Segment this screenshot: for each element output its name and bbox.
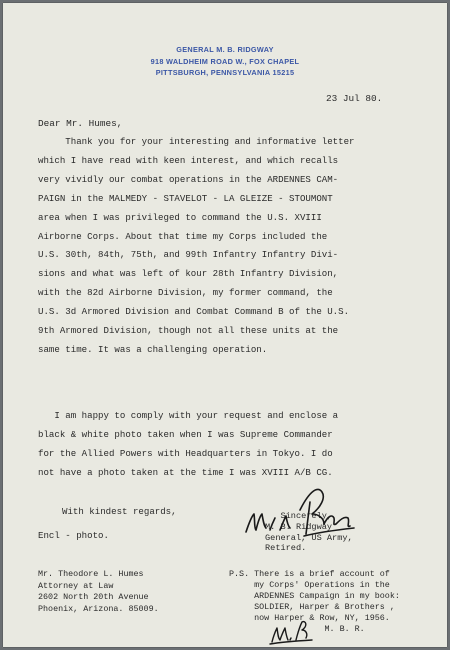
letterhead-street: 918 WALDHEIM ROAD W., FOX CHAPEL — [150, 56, 300, 66]
body-paragraph-1: Thank you for your interesting and informative letter which I have read with keen interest, and which recalls very vividly our combat operations in the ARDENNES CAM- PAIGN in the MALMEDY - STAVELOT - LA GLEIZE - STOUMONT area when I was privileged to command the U.S. XVIII Airborne Corps. About that time my Corps included the U.S. 30th, 84th, 75th, and 99th Infantry Infantry Divi- sions and what was left of kour 28th Infantry Division, with the 82d Airborne Division, my former command, the U.S. 3d Armored Division and Combat Command B of the U.S. 9th Armored Division, though not all these units at the same time. It was a challenging operation. — [38, 136, 355, 355]
letterhead-name: GENERAL M. B. RIDGWAY — [176, 45, 274, 54]
salutation: Dear Mr. Humes, — [38, 118, 123, 129]
letterhead — [2, 44, 448, 79]
handwritten-signature — [240, 480, 360, 544]
signature-block: Sincerely, M. B. Ridgway General, US Army, Retired. — [265, 511, 353, 554]
recipient-address: Mr. Theodore L. Humes Attorney at Law 2602 North 20th Avenue Phoenix, Arizona. 85009. — [38, 569, 159, 614]
closing: With kindest regards, — [62, 506, 177, 517]
enclosure-note: Encl - photo. — [38, 530, 109, 541]
letter-date: 23 Jul 80. — [326, 93, 383, 104]
handwritten-initials — [268, 616, 314, 648]
postscript: P.S. There is a brief account of my Corps' Operations in the ARDENNES Campaign in my book: SOLDIER, Harper & Brothers , now Harper & Row, NY, 1956. M. B. R. — [229, 569, 400, 634]
letterhead-city: PITTSBURGH, PENNSYLVANIA 15215 — [155, 68, 295, 78]
letter-page — [2, 2, 448, 648]
body-paragraph-2: I am happy to comply with your request and enclose a black & white photo taken when I was Supreme Commander for the Allied Powers with Headquarters in Tokyo. I do not have a photo taken at the time I was XVIII A/B CG. — [38, 410, 339, 478]
